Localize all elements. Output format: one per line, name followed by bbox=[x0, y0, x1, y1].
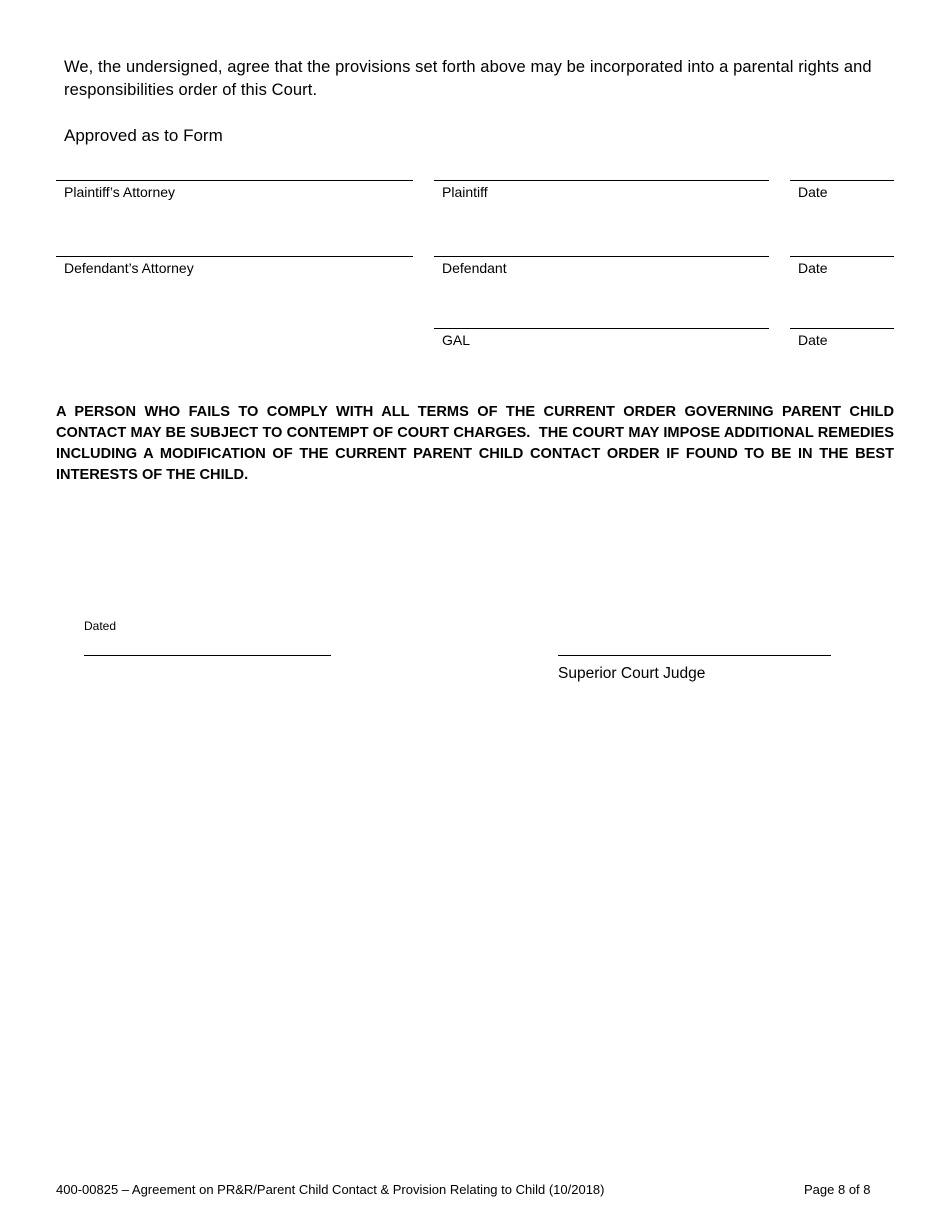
defendant-date-label: Date bbox=[798, 260, 828, 276]
gal-label: GAL bbox=[442, 332, 471, 348]
plaintiff-attorney-signature-line[interactable] bbox=[56, 180, 413, 181]
plaintiff-signature-line[interactable] bbox=[434, 180, 769, 181]
plaintiff-attorney-label: Plaintiff’s Attorney bbox=[64, 184, 176, 200]
defendant-label: Defendant bbox=[442, 260, 507, 276]
gal-signature-line[interactable] bbox=[434, 328, 769, 329]
defendant-attorney-label: Defendant’s Attorney bbox=[64, 260, 194, 276]
plaintiff-label: Plaintiff bbox=[442, 184, 488, 200]
agreement-text: We, the undersigned, agree that the provisions set forth above may be incorporated into a parental rights and responsibilities order of this Court. bbox=[64, 58, 872, 99]
contempt-warning-text: A PERSON WHO FAILS TO COMPLY WITH ALL TERMS OF THE CURRENT ORDER GOVERNING PARENT CHILD CONTACT MAY BE SUBJECT TO CONTEMPT OF COURT CHARGES. THE COURT MAY IMPOSE ADDITIONAL REMEDIES INCLUDING A MODIFICATION OF THE CURRENT PARENT CHILD CONTACT ORDER IF FOUND TO BE IN THE BEST INTERESTS OF THE CHILD. bbox=[56, 404, 894, 483]
defendant-signature-line[interactable] bbox=[434, 256, 769, 257]
gal-date-line[interactable] bbox=[790, 328, 894, 329]
plaintiff-date-line[interactable] bbox=[790, 180, 894, 181]
dated-label: Dated bbox=[84, 619, 117, 633]
dated-line[interactable] bbox=[84, 655, 331, 656]
approved-as-to-form-heading: Approved as to Form bbox=[64, 126, 223, 145]
defendant-attorney-signature-line[interactable] bbox=[56, 256, 413, 257]
gal-date-label: Date bbox=[798, 332, 828, 348]
judge-signature-line[interactable] bbox=[558, 655, 831, 656]
plaintiff-date-label: Date bbox=[798, 184, 828, 200]
footer-page-number: Page 8 of 8 bbox=[804, 1182, 871, 1197]
footer-form-info: 400-00825 – Agreement on PR&R/Parent Child Contact & Provision Relating to Child (10/2018) bbox=[56, 1182, 605, 1197]
superior-court-judge-label: Superior Court Judge bbox=[558, 665, 706, 682]
defendant-date-line[interactable] bbox=[790, 256, 894, 257]
